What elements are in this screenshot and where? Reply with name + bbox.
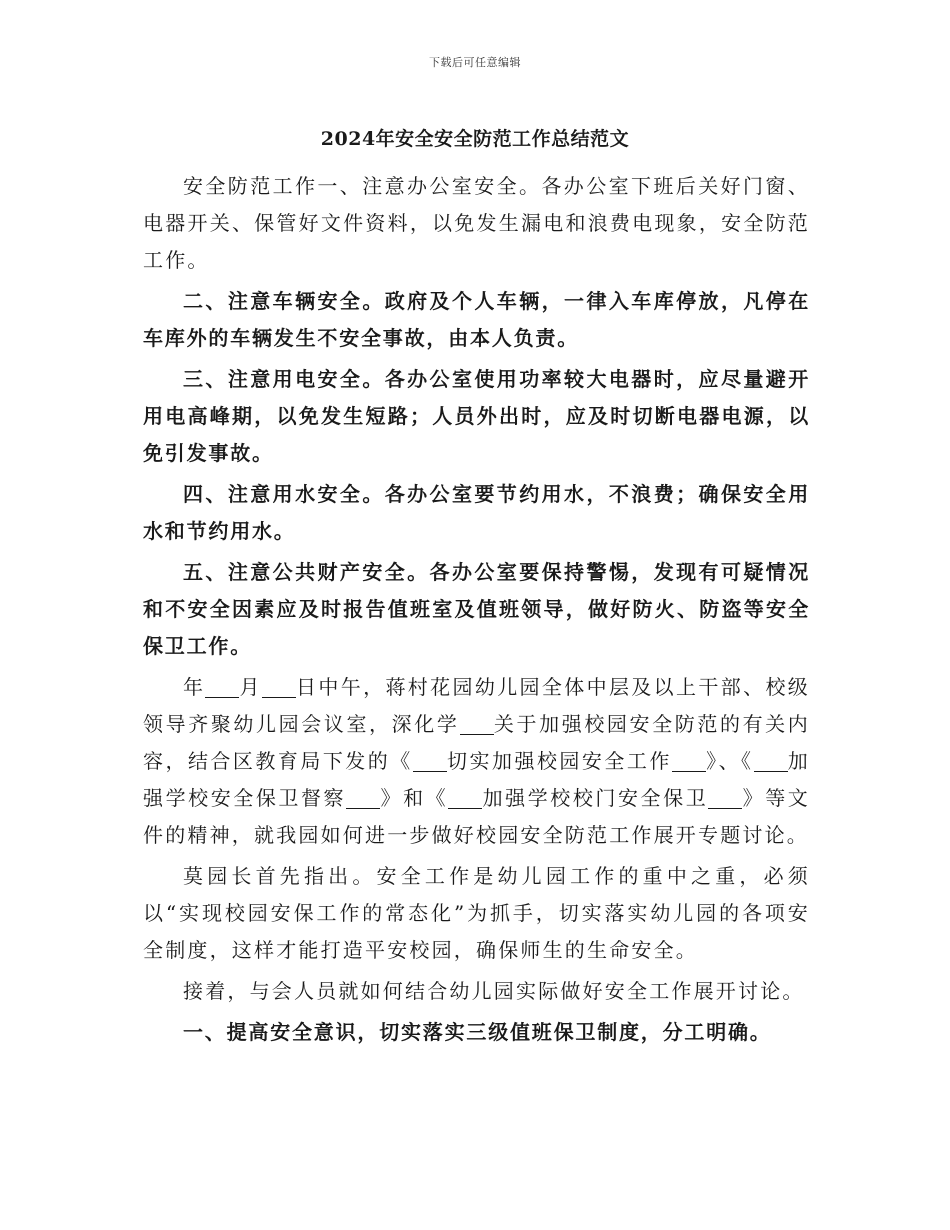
document-title: 2024年安全安全防范工作总结范文 (320, 128, 630, 150)
paragraph-discussion: 接着，与会人员就如何结合幼儿园实际做好安全工作展开讨论。 (183, 979, 805, 1003)
doc-title-3: 加强学校校门安全保卫 (482, 786, 709, 810)
blank-line (346, 788, 380, 809)
meeting-text-day: 日中午，蒋村花园幼儿园全体中层及以上干部、校级领导齐聚幼儿园会议室，深化学 (143, 675, 810, 736)
blank-line (262, 677, 296, 698)
document-body (143, 168, 810, 1055)
paragraph-public-property-safety: 五、注意公共财产安全。各办公室要保持警惕，发现有可疑情况和不安全因素应及时报告值班室及值班领导，做好防火、防盗等安全保卫工作。 (143, 560, 810, 658)
paragraph-duty-system: 一、提高安全意识，切实落实三级值班保卫制度，分工明确。 (183, 1020, 772, 1044)
paragraph-vehicle-safety: 二、注意车辆安全。政府及个人车辆，一律入车库停放，凡停在车库外的车辆发生不安全事故，由本人负责。 (143, 289, 810, 350)
meeting-text-year: 年 (183, 675, 206, 699)
meeting-text-and: 》和《 (380, 786, 449, 810)
meeting-text-sep: 》、《 (705, 749, 754, 773)
header-note: 下载后可任意编辑 (429, 56, 521, 69)
blank-line (460, 714, 494, 735)
paragraph-water-safety: 四、注意用水安全。各办公室要节约用水，不浪费；确保安全用水和节约用水。 (143, 482, 810, 543)
paragraph-electricity-safety: 三、注意用电安全。各办公室使用功率较大电器时，应尽量避开用电高峰期，以免发生短路；人员外出时，应及时切断电器电源，以免引发事故。 (143, 367, 810, 465)
paragraph-principal-remarks: 莫园长首先指出。安全工作是幼儿园工作的重中之重，必须以“实现校园安保工作的常态化”为抓手，切实落实幼儿园的各项安全制度，这样才能打造平安校园，确保师生的生命安全。 (143, 864, 810, 962)
doc-title-1: 切实加强校园安全工作 (446, 749, 672, 773)
blank-line (754, 751, 788, 772)
blank-line (708, 788, 742, 809)
blank-line (205, 677, 239, 698)
blank-line (413, 751, 447, 772)
meeting-text-month: 月 (239, 675, 262, 699)
paragraph-meeting (143, 669, 810, 854)
doc-title-2: 加强学校安全保卫督察 (143, 749, 811, 810)
paragraph-office-safety: 安全防范工作一、注意办公室安全。各办公室下班后关好门窗、电器开关、保管好文件资料，以免发生漏电和浪费电现象，安全防范工作。 (143, 174, 810, 272)
blank-line (672, 751, 706, 772)
meeting-text-end: 》等文件的精神，就我园如何进一步做好校园安全防范工作展开专题讨论。 (143, 786, 810, 847)
blank-line (448, 788, 482, 809)
meeting-text-content: 关于加强校园安全防范的有关内容，结合区教育局下发的《 (143, 712, 810, 773)
